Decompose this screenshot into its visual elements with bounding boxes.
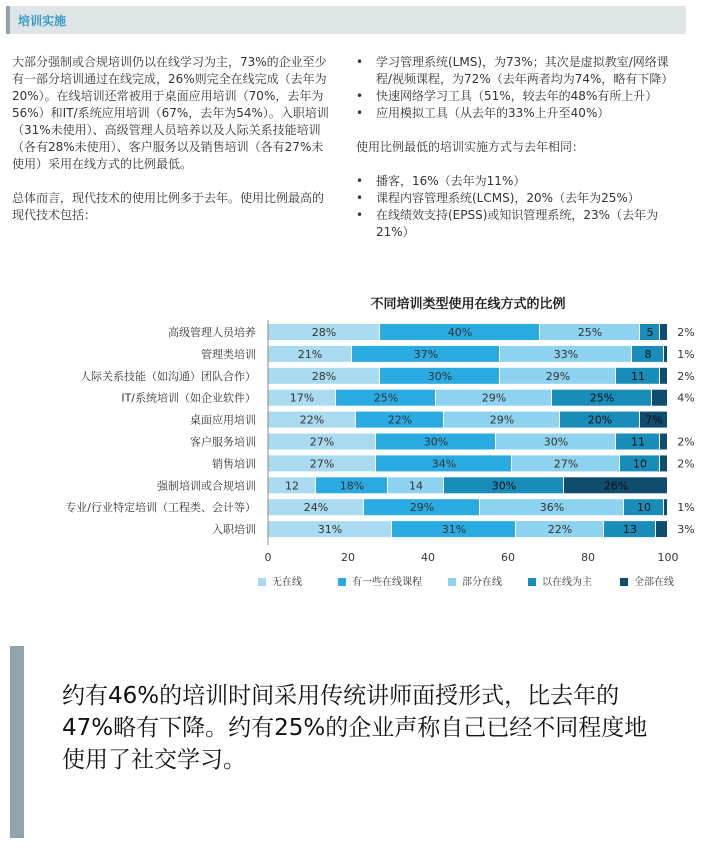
data-label: 18%	[339, 479, 365, 493]
lowest-usage-list	[356, 173, 682, 241]
data-label: 29%	[409, 501, 435, 515]
data-label: 27%	[553, 457, 579, 471]
category-label: 专业/行业特定培训（工程类、会计等）	[65, 501, 256, 515]
data-label: 22%	[547, 523, 573, 537]
bar-segment	[664, 499, 667, 515]
x-tick-label: 80	[581, 551, 595, 564]
data-label: 10	[637, 501, 651, 515]
x-tick-label: 20	[341, 551, 355, 564]
legend-label: 部分在线	[462, 577, 502, 588]
legend-swatch	[620, 578, 628, 586]
chart-title: 不同培训类型使用在线方式的比例	[370, 297, 566, 312]
data-label: 26%	[603, 479, 629, 493]
left-paragraph-1: 大部分强制或合规培训仍以在线学习为主，73%的企业至少有一部分培训通过在线完成，26%则完全在线完成（去年为20%）。在线培训还常被用于桌面应用培训（70%，去年为56%）和IT/系统应用培训（67%，去年为54%）。入职培训（31%未使用）、高级管理人员培养以及人际关系技能培训（各有28%未使用）、客户服务以及销售培训（各有27%未使用）采用在线方式的比例最低。	[12, 55, 329, 171]
x-tick-label: 40	[421, 551, 435, 564]
list-item: • 学习管理系统(LMS)，为73%；其次是虚拟教室/网络课程/视频课程，为72%（去年两者均为74%，略有下降）	[356, 54, 682, 88]
list-item: • 在线绩效支持(EPSS)或知识管理系统，23%（去年为21%）	[356, 207, 682, 241]
category-label: 高级管理人员培养	[168, 326, 256, 339]
legend-swatch	[258, 578, 266, 586]
bar-segment	[660, 324, 667, 340]
online-training-chart	[0, 288, 710, 608]
left-paragraph-2: 总体而言，现代技术的使用比例多于去年。使用比例最高的现代技术包括：	[12, 191, 325, 222]
bar-segment	[660, 455, 667, 471]
legend-label: 有一些在线课程	[352, 577, 422, 588]
data-label: 36%	[539, 501, 565, 515]
data-label: 27%	[309, 435, 335, 449]
outside-data-label: 2%	[677, 326, 695, 339]
category-label: 桌面应用培训	[190, 413, 256, 427]
section-title: 培训实施	[18, 14, 67, 28]
tech-usage-list	[356, 54, 682, 122]
data-label: 29%	[489, 413, 515, 427]
x-tick-label: 100	[657, 551, 679, 564]
data-label: 30%	[543, 435, 569, 449]
data-label: 28%	[311, 326, 337, 339]
data-label: 31%	[441, 523, 467, 537]
data-label: 30%	[491, 479, 517, 493]
category-label: IT/系统培训（如企业软件）	[121, 391, 256, 405]
data-label: 8	[644, 347, 652, 361]
data-label: 27%	[309, 457, 335, 471]
bar-segment	[660, 368, 667, 384]
data-label: 21%	[297, 347, 323, 361]
category-label: 管理类培训	[201, 347, 256, 361]
bar-segment	[664, 346, 667, 362]
data-label: 13	[623, 523, 637, 537]
legend-label: 无在线	[272, 577, 302, 588]
data-label: 29%	[545, 369, 571, 383]
data-label: 14	[409, 479, 423, 493]
data-label: 12	[285, 479, 299, 493]
left-text-column	[12, 54, 330, 241]
category-label: 入职培训	[212, 523, 256, 537]
data-label: 20%	[587, 413, 613, 427]
category-label: 强制培训或合规培训	[157, 479, 256, 493]
data-label: 30%	[423, 435, 449, 449]
list-item: • 播客，16%（去年为11%）	[356, 173, 682, 190]
data-label: 5	[646, 326, 654, 339]
outside-data-label: 3%	[677, 523, 695, 537]
data-label: 22%	[387, 413, 413, 427]
data-label: 33%	[553, 347, 579, 361]
data-label: 11	[631, 435, 645, 449]
outside-data-label: 1%	[677, 347, 695, 361]
data-label: 25%	[373, 391, 399, 405]
data-label: 40%	[447, 326, 473, 339]
outside-data-label: 4%	[677, 391, 695, 405]
outside-data-label: 2%	[677, 435, 695, 449]
data-label: 31%	[317, 523, 343, 537]
data-label: 25%	[577, 326, 603, 339]
x-tick-label: 0	[264, 551, 272, 564]
x-tick-label: 60	[501, 551, 515, 564]
right-text-column	[356, 54, 682, 241]
category-label: 销售培训	[212, 457, 256, 471]
data-label: 30%	[427, 369, 453, 383]
category-label: 人际关系技能（如沟通）团队合作）	[80, 369, 256, 383]
bar-segment	[656, 521, 667, 537]
data-label: 24%	[303, 501, 329, 515]
data-label: 11	[631, 369, 645, 383]
outside-data-label: 1%	[677, 501, 695, 515]
data-label: 25%	[589, 391, 615, 405]
data-label: 29%	[481, 391, 507, 405]
outside-data-label: 2%	[677, 457, 695, 471]
data-label: 22%	[299, 413, 325, 427]
legend-swatch	[338, 578, 346, 586]
pull-quote: 约有46%的培训时间采用传统讲师面授形式，比去年的47%略有下降。约有25%的企业声称自己已经不同程度地使用了社交学习。	[62, 683, 648, 773]
section-header	[6, 6, 686, 34]
data-label: 7%	[645, 413, 663, 427]
legend-label: 以在线为主	[542, 577, 592, 588]
data-label: 34%	[431, 457, 457, 471]
data-label: 37%	[413, 347, 439, 361]
category-label: 客户服务培训	[190, 435, 256, 449]
list-item: • 课程内容管理系统(LCMS)，20%（去年为25%）	[356, 190, 682, 207]
list-item: • 应用模拟工具（从去年的33%上升至40%）	[356, 105, 682, 122]
legend-label: 全部在线	[634, 577, 674, 588]
list-item: • 快速网络学习工具（51%，较去年的48%有所上升）	[356, 88, 682, 105]
outside-data-label: 2%	[677, 369, 695, 383]
quote-accent-bar	[10, 646, 24, 838]
legend-swatch	[528, 578, 536, 586]
data-label: 28%	[311, 369, 337, 383]
lowest-usage-intro: 使用比例最低的培训实施方式与去年相同：	[356, 140, 585, 154]
bar-segment	[652, 390, 667, 406]
data-label: 17%	[289, 391, 315, 405]
data-label: 10	[633, 457, 647, 471]
bar-segment	[660, 434, 667, 450]
legend-swatch	[448, 578, 456, 586]
